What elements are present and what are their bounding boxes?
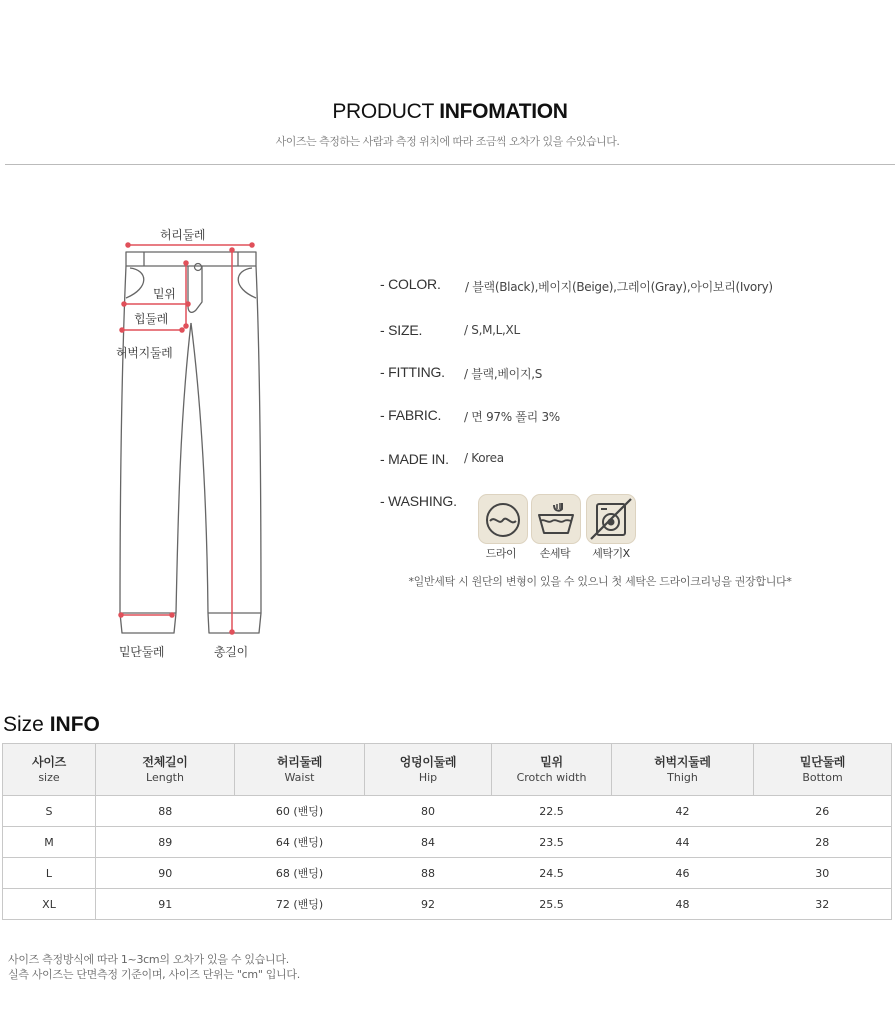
waist-cell: 60 (밴딩): [235, 796, 365, 827]
dry-clean-label: 드라이: [485, 547, 517, 560]
bottom-cell: 28: [754, 827, 892, 858]
size-title-bold: INFO: [49, 713, 100, 736]
size-cell: S: [3, 796, 96, 827]
column-header: 밑위 Crotch width: [492, 744, 612, 796]
spec-made-in-value: / Korea: [464, 451, 504, 465]
size-title-light: Size: [3, 713, 44, 736]
size-info-title: [3, 713, 100, 737]
column-header: 사이즈 size: [3, 744, 96, 796]
bottom-cell: 32: [754, 889, 892, 920]
length-cell: 91: [96, 889, 235, 920]
waist-cell: 72 (밴딩): [235, 889, 365, 920]
column-header: 허벅지둘레 Thigh: [612, 744, 754, 796]
spec-fitting-value: / 블랙,베이지,S: [464, 367, 543, 381]
size-cell: M: [3, 827, 96, 858]
waist-label: 허리둘레: [160, 228, 206, 242]
table-row: [3, 889, 892, 920]
title-bold: INFOMATION: [439, 100, 568, 123]
hip-cell: 80: [365, 796, 492, 827]
table-row: [3, 827, 892, 858]
dry-clean-icon: [478, 494, 528, 544]
length-cell: 89: [96, 827, 235, 858]
page-subtitle: 사이즈는 측정하는 사람과 측정 위치에 따라 조금씩 오차가 있을 수있습니다.: [275, 135, 620, 148]
bottom-cell: 30: [754, 858, 892, 889]
length-cell: 90: [96, 858, 235, 889]
column-header: 밑단둘레 Bottom: [754, 744, 892, 796]
spec-made-in-key: - MADE IN.: [380, 451, 449, 467]
bottom-label: 밑단둘레: [119, 645, 165, 659]
thigh-cell: 44: [612, 827, 754, 858]
hip-cell: 92: [365, 889, 492, 920]
crotch-label: 밑위: [153, 287, 176, 301]
hip-cell: 88: [365, 858, 492, 889]
pants-illustration: [108, 218, 288, 668]
table-row: [3, 858, 892, 889]
column-header: 엉덩이둘레 Hip: [365, 744, 492, 796]
crotch-cell: 24.5: [492, 858, 612, 889]
spec-fabric-key: - FABRIC.: [380, 407, 442, 423]
page-title: [0, 100, 895, 124]
length-label: 총길이: [214, 645, 248, 659]
title-light: PRODUCT: [332, 100, 434, 123]
size-cell: XL: [3, 889, 96, 920]
spec-color-key: - COLOR.: [380, 276, 441, 292]
header-divider: [5, 164, 895, 165]
unit-note: 실측 사이즈는 단면측정 기준이며, 사이즈 단위는 "cm" 입니다.: [8, 968, 300, 981]
hand-wash-label: 손세탁: [539, 547, 571, 560]
column-header: 전체길이 Length: [96, 744, 235, 796]
spec-fitting-key: - FITTING.: [380, 364, 445, 380]
thigh-cell: 46: [612, 858, 754, 889]
size-table: [2, 743, 892, 920]
thigh-cell: 48: [612, 889, 754, 920]
waist-cell: 68 (밴딩): [235, 858, 365, 889]
spec-color-value: / 블랙(Black),베이지(Beige),그레이(Gray),아이보리(Ivory): [465, 280, 773, 294]
bottom-cell: 26: [754, 796, 892, 827]
table-row: [3, 796, 892, 827]
size-cell: L: [3, 858, 96, 889]
hand-wash-icon: [531, 494, 581, 544]
crotch-cell: 23.5: [492, 827, 612, 858]
pants-measurement-diagram: [108, 218, 288, 668]
column-header: 허리둘레 Waist: [235, 744, 365, 796]
washing-note: *일반세탁 시 원단의 변형이 있을 수 있으니 첫 세탁은 드라이크리닝을 권장합니다*: [408, 575, 792, 588]
thigh-label: 허벅지둘레: [116, 346, 173, 360]
no-machine-wash-icon: [586, 494, 636, 544]
hip-cell: 84: [365, 827, 492, 858]
no-machine-wash-label: 세탁기X: [592, 547, 630, 560]
measurement-note: 사이즈 측정방식에 따라 1~3cm의 오차가 있을 수 있습니다.: [8, 953, 289, 966]
thigh-cell: 42: [612, 796, 754, 827]
crotch-cell: 25.5: [492, 889, 612, 920]
spec-size-key: - SIZE.: [380, 322, 423, 338]
length-cell: 88: [96, 796, 235, 827]
spec-washing-key: - WASHING.: [380, 493, 457, 509]
spec-fabric-value: / 면 97% 폴리 3%: [464, 410, 560, 424]
hip-label: 힙둘레: [134, 312, 168, 326]
table-header-row: [3, 744, 892, 796]
waist-cell: 64 (밴딩): [235, 827, 365, 858]
crotch-cell: 22.5: [492, 796, 612, 827]
spec-size-value: / S,M,L,XL: [464, 323, 520, 337]
